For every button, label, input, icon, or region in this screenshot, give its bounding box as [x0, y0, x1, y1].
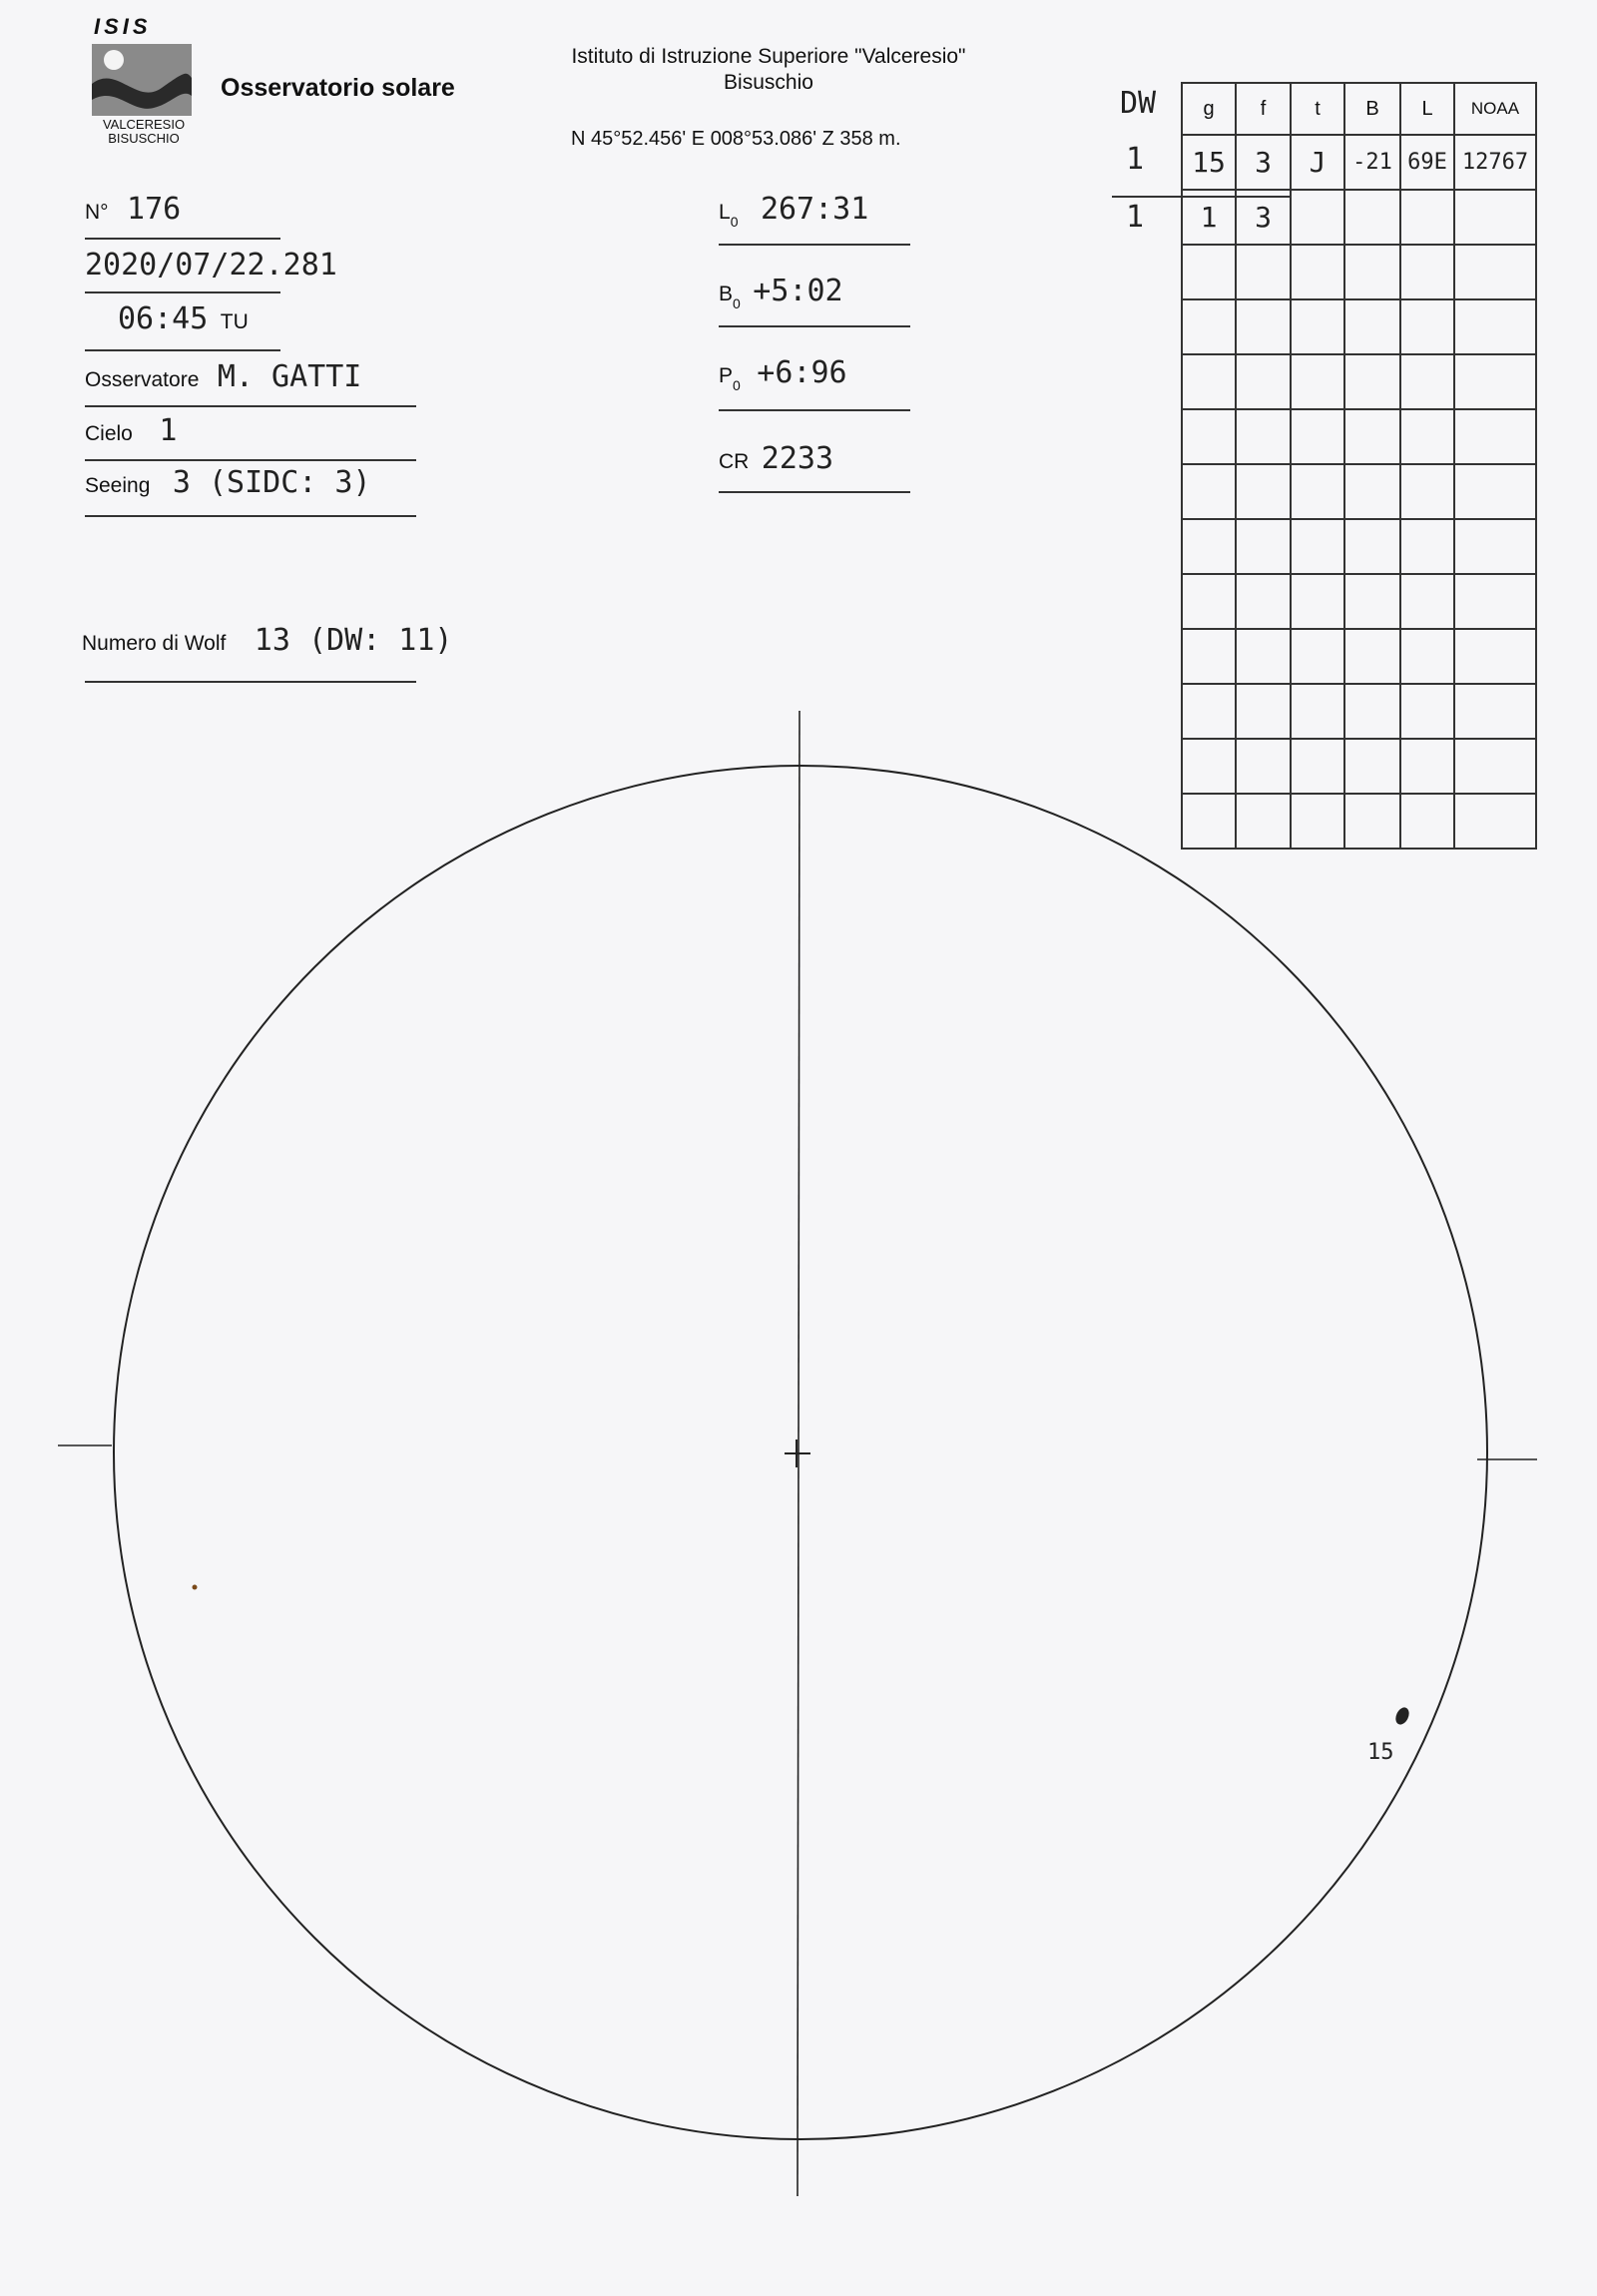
- l0-label: L: [719, 201, 731, 224]
- paper-mark: [193, 1585, 198, 1590]
- observation-time: 06:45: [118, 301, 209, 336]
- l0-subscript: 0: [730, 214, 739, 230]
- sunspot: [1393, 1705, 1411, 1726]
- column-header: t: [1291, 83, 1344, 135]
- sky-label: Cielo: [85, 422, 133, 445]
- b0-label: B: [719, 283, 734, 305]
- record-number-label: N°: [85, 201, 109, 224]
- column-header: NOAA: [1454, 83, 1536, 135]
- sunspot-label: 15: [1367, 1740, 1394, 1765]
- observation-date: 2020/07/22.281: [85, 248, 337, 283]
- l0-value: 267:31: [760, 192, 869, 227]
- p0-subscript: 0: [733, 377, 741, 393]
- column-header: f: [1236, 83, 1291, 135]
- logo-wordmark: ISIS: [94, 14, 152, 39]
- time-unit: TU: [220, 310, 249, 333]
- table-cell: -21: [1344, 135, 1400, 190]
- observer-label: Osservatore: [85, 368, 200, 391]
- table-cell: J: [1291, 135, 1344, 190]
- row-label-2: 1: [1126, 200, 1145, 235]
- table-cell: 1: [1182, 190, 1236, 245]
- b0-subscript: 0: [733, 295, 741, 311]
- table-cell: 15: [1182, 135, 1236, 190]
- b0-value: +5:02: [753, 274, 843, 308]
- table-cell: 12767: [1454, 135, 1536, 190]
- station-coordinates: N 45°52.456' E 008°53.086' Z 358 m.: [571, 128, 901, 150]
- row-label-1: 1: [1126, 142, 1145, 177]
- table-cell: 3: [1236, 190, 1291, 245]
- column-header: B: [1344, 83, 1400, 135]
- cr-value: 2233: [761, 441, 834, 476]
- table-cell: 3: [1236, 135, 1291, 190]
- p0-label: P: [719, 364, 734, 387]
- seeing-value: 3 (SIDC: 3): [172, 465, 371, 500]
- seeing-label: Seeing: [85, 474, 151, 497]
- table-row-header: DW: [1120, 86, 1157, 121]
- column-header: L: [1400, 83, 1454, 135]
- cr-label: CR: [719, 450, 750, 473]
- logo-caption: VALCERESIO BISUSCHIO: [102, 117, 186, 146]
- column-header: g: [1182, 83, 1236, 135]
- observatory-title: Osservatorio solare: [221, 74, 455, 102]
- sky-value: 1: [159, 413, 178, 448]
- p0-value: +6:96: [757, 355, 847, 390]
- observer-value: M. GATTI: [217, 359, 362, 394]
- record-number-value: 176: [127, 192, 182, 227]
- wolf-number-value: 13 (DW: 11): [254, 623, 453, 658]
- table-cell: 69E: [1400, 135, 1454, 190]
- wolf-number-label: Numero di Wolf: [82, 632, 227, 655]
- institute-name: Istituto di Istruzione Superiore "Valceresio" Bisuschio: [571, 45, 966, 94]
